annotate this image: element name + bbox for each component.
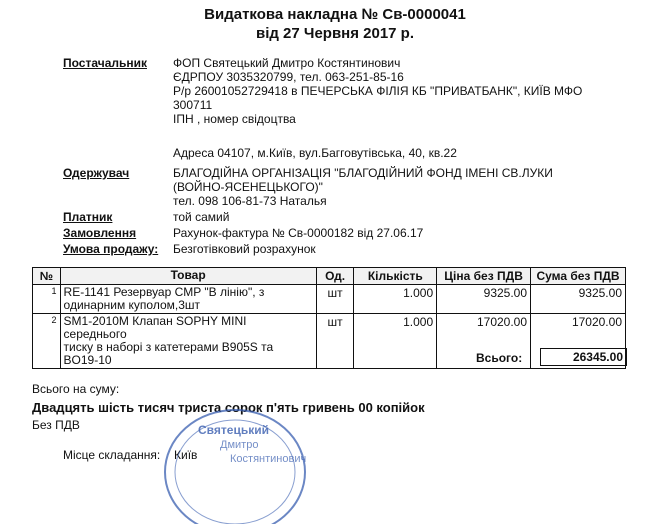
row-sum: 17020.00 [531, 314, 626, 369]
header-price: Ціна без ПДВ [437, 268, 531, 285]
document-date: від 27 Червня 2017 р. [255, 25, 415, 42]
payer-value: той самий [173, 210, 230, 224]
header-sum: Сума без ПДВ [531, 268, 626, 285]
recipient-block [173, 166, 553, 208]
row-price: 9325.00 [437, 285, 531, 314]
place-value: Київ [174, 448, 198, 462]
row-number: 2 [33, 314, 61, 369]
header-quantity: Кількість [354, 268, 437, 285]
payer-label: Платник [63, 210, 113, 224]
row-unit: шт [316, 314, 354, 369]
supplier-label: Постачальник [63, 56, 147, 70]
table-row [33, 314, 626, 369]
svg-text:Святецький: Святецький [198, 423, 269, 437]
order-label: Замовлення [63, 226, 137, 240]
row-number: 1 [33, 285, 61, 314]
row-sum: 9325.00 [531, 285, 626, 314]
recipient-label: Одержувач [63, 166, 130, 180]
supplier-ipn: ІПН , номер свідоцтва [173, 112, 296, 126]
supplier-name: ФОП Святецький Дмитро Костянтинович [173, 56, 401, 70]
supplier-edrpou: ЄДРПОУ 3035320799, тел. 063-251-85-16 [173, 70, 404, 84]
terms-label: Умова продажу: [63, 242, 159, 256]
stamp-seal [160, 404, 310, 524]
row-quantity: 1.000 [354, 314, 437, 369]
row-product-line: BO19-10 [63, 353, 112, 367]
vat-note: Без ПДВ [32, 418, 80, 432]
header-no: № [33, 268, 61, 285]
row-unit: шт [316, 285, 354, 314]
row-product-line: SM1-2010M Клапан SOPHY MINI середнього [63, 314, 247, 341]
supplier-account: Р/р 26001052729418 в ПЕЧЕРСЬКА ФІЛІЯ КБ "ПРИВАТБАНК", КИЇВ МФО [173, 84, 583, 98]
table-header-row [33, 268, 626, 285]
recipient-name: БЛАГОДІЙНА ОРГАНІЗАЦІЯ "БЛАГОДІЙНИЙ ФОНД ІМЕНІ СВ.ЛУКИ [173, 166, 553, 180]
row-price: 17020.00 [437, 314, 531, 369]
place-label: Місце складання: [63, 448, 161, 462]
row-product-line: одинарним куполом,3шт [63, 298, 201, 312]
svg-text:Костянтинович: Костянтинович [230, 453, 307, 465]
row-product-line: тиску в наборі з катетерами B905S та [63, 340, 274, 354]
row-product-line: RE-1141 Резервуар CMP "В лінію", з [63, 285, 265, 299]
sum-in-words: Двадцять шість тисяч триста сорок п'ять гривень 00 копійок [32, 400, 425, 415]
total-value: 26345.00 [540, 348, 627, 366]
table-row [33, 285, 626, 314]
row-quantity: 1.000 [354, 285, 437, 314]
svg-text:Дмитро: Дмитро [220, 439, 259, 451]
recipient-name-cont: (ВОЙНО-ЯСЕНЕЦЬКОГО)" [173, 180, 323, 194]
row-product [60, 314, 316, 369]
order-value: Рахунок-фактура № Св-0000182 від 27.06.17 [173, 226, 424, 240]
sum-label: Всього на суму: [32, 382, 120, 396]
supplier-address: Адреса 04107, м.Київ, вул.Багговутівська, 40, кв.22 [173, 146, 457, 160]
header-product: Товар [60, 268, 316, 285]
terms-value: Безготівковий розрахунок [173, 242, 316, 256]
items-table [32, 267, 626, 369]
document-title: Видаткова накладна № Св-0000041 [204, 6, 466, 23]
supplier-block [173, 56, 582, 126]
total-label: Всього: [476, 351, 523, 365]
row-product [60, 285, 316, 314]
supplier-mfo: 300711 [173, 98, 213, 112]
recipient-phone: тел. 098 106-81-73 Наталья [173, 194, 327, 208]
header-unit: Од. [316, 268, 354, 285]
